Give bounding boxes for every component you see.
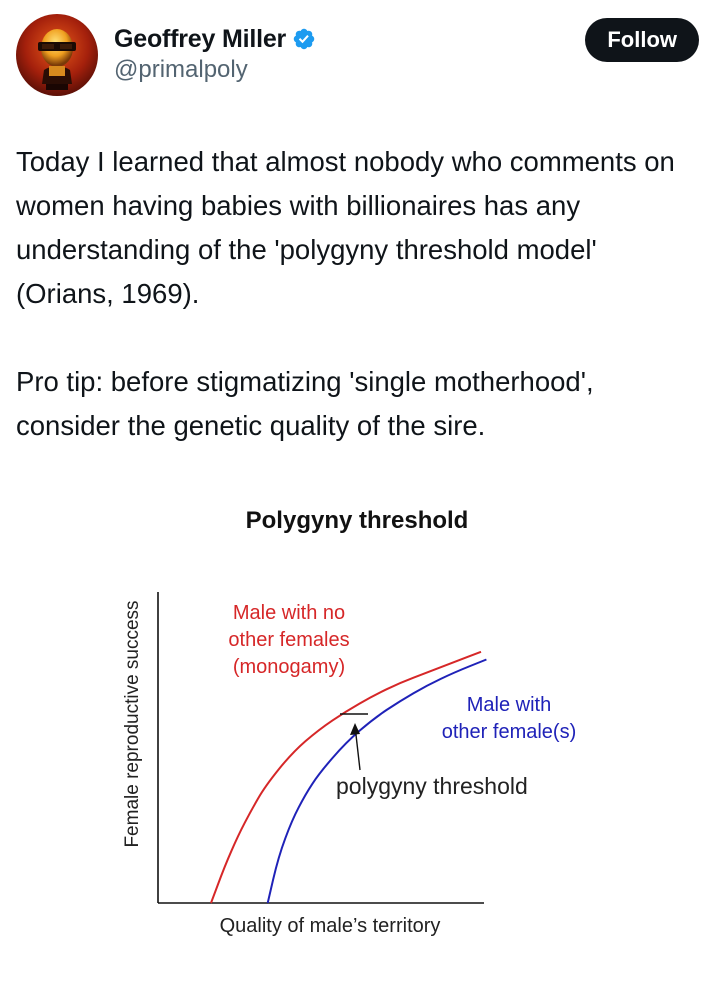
series-label-line: other female(s) [441, 721, 577, 743]
chart-title: Polygyny threshold [245, 507, 469, 534]
tweet-paragraph: Today I learned that almost nobody who comments on women having babies with billionaires has any understanding of the 'polygyny threshold model' (Orians, 1969). [16, 146, 675, 309]
series-label-line: (monogamy) [232, 656, 346, 678]
author-block [114, 22, 316, 84]
author-handle[interactable]: @primalpoly [114, 56, 248, 83]
series-label-layer [228, 602, 576, 743]
tweet-paragraph: Pro tip: before stigmatizing 'single motherhood', consider the genetic quality of the sire. [16, 366, 594, 441]
y-axis-label: Female reproductive success [122, 600, 143, 848]
tweet-header [16, 14, 699, 98]
bust-statue-avatar-icon [16, 14, 98, 96]
x-axis-label: Quality of male’s territory [219, 915, 441, 937]
follow-button[interactable]: Follow [585, 18, 699, 62]
series-label-line: Male with [466, 694, 552, 716]
name-row [114, 22, 316, 56]
avatar[interactable] [16, 14, 98, 96]
threshold-annotation: polygyny threshold [336, 773, 528, 799]
series-label-line: Male with no [232, 602, 346, 624]
tweet-media-chart[interactable] [16, 476, 699, 976]
polygyny-chart [16, 476, 699, 976]
tweet-text [16, 140, 699, 448]
verified-badge-icon [292, 27, 316, 51]
display-name[interactable]: Geoffrey Miller [114, 24, 287, 53]
series-label-line: other females [228, 629, 350, 651]
threshold-arrow-head [350, 723, 360, 735]
